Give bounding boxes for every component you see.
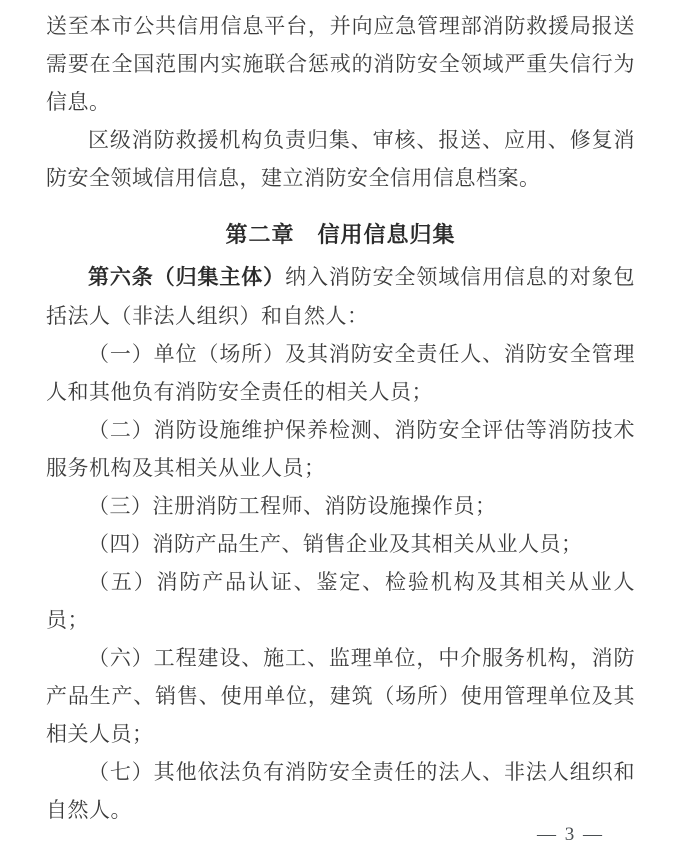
list-item-5: （五）消防产品认证、鉴定、检验机构及其相关从业人员； [46, 570, 635, 632]
list-item-1: （一）单位（场所）及其消防安全责任人、消防安全管理人和其他负有消防安全责任的相关人员； [46, 342, 635, 404]
list-item-3: （三）注册消防工程师、消防设施操作员； [88, 494, 497, 518]
article-paragraph [46, 258, 635, 335]
list-item-6: （六）工程建设、施工、监理单位，中介服务机构，消防产品生产、销售、使用单位，建筑（场所）使用管理单位及其相关人员； [46, 646, 635, 746]
chapter-heading: 第二章 信用信息归集 [225, 222, 456, 247]
page-number: — 3 — [537, 824, 604, 845]
list-item-7: （七）其他依法负有消防安全责任的法人、非法人组织和自然人。 [46, 760, 635, 822]
body-paragraph-continuation: 送至本市公共信用信息平台，并向应急管理部消防救援局报送需要在全国范围内实施联合惩戒的消防安全领域严重失信行为信息。 [46, 14, 635, 114]
list-item-2: （二）消防设施维护保养检测、消防安全评估等消防技术服务机构及其相关从业人员； [46, 418, 635, 480]
body-paragraph: 区级消防救援机构负责归集、审核、报送、应用、修复消防安全领域信用信息，建立消防安全信用信息档案。 [46, 128, 635, 190]
article-lead: 第六条（归集主体） [88, 266, 286, 289]
list-item-4: （四）消防产品生产、销售企业及其相关从业人员； [88, 532, 583, 556]
article-text: 纳入消防安全领域信用信息的对象包括法人（非法人组织）和自然人： [46, 265, 635, 328]
